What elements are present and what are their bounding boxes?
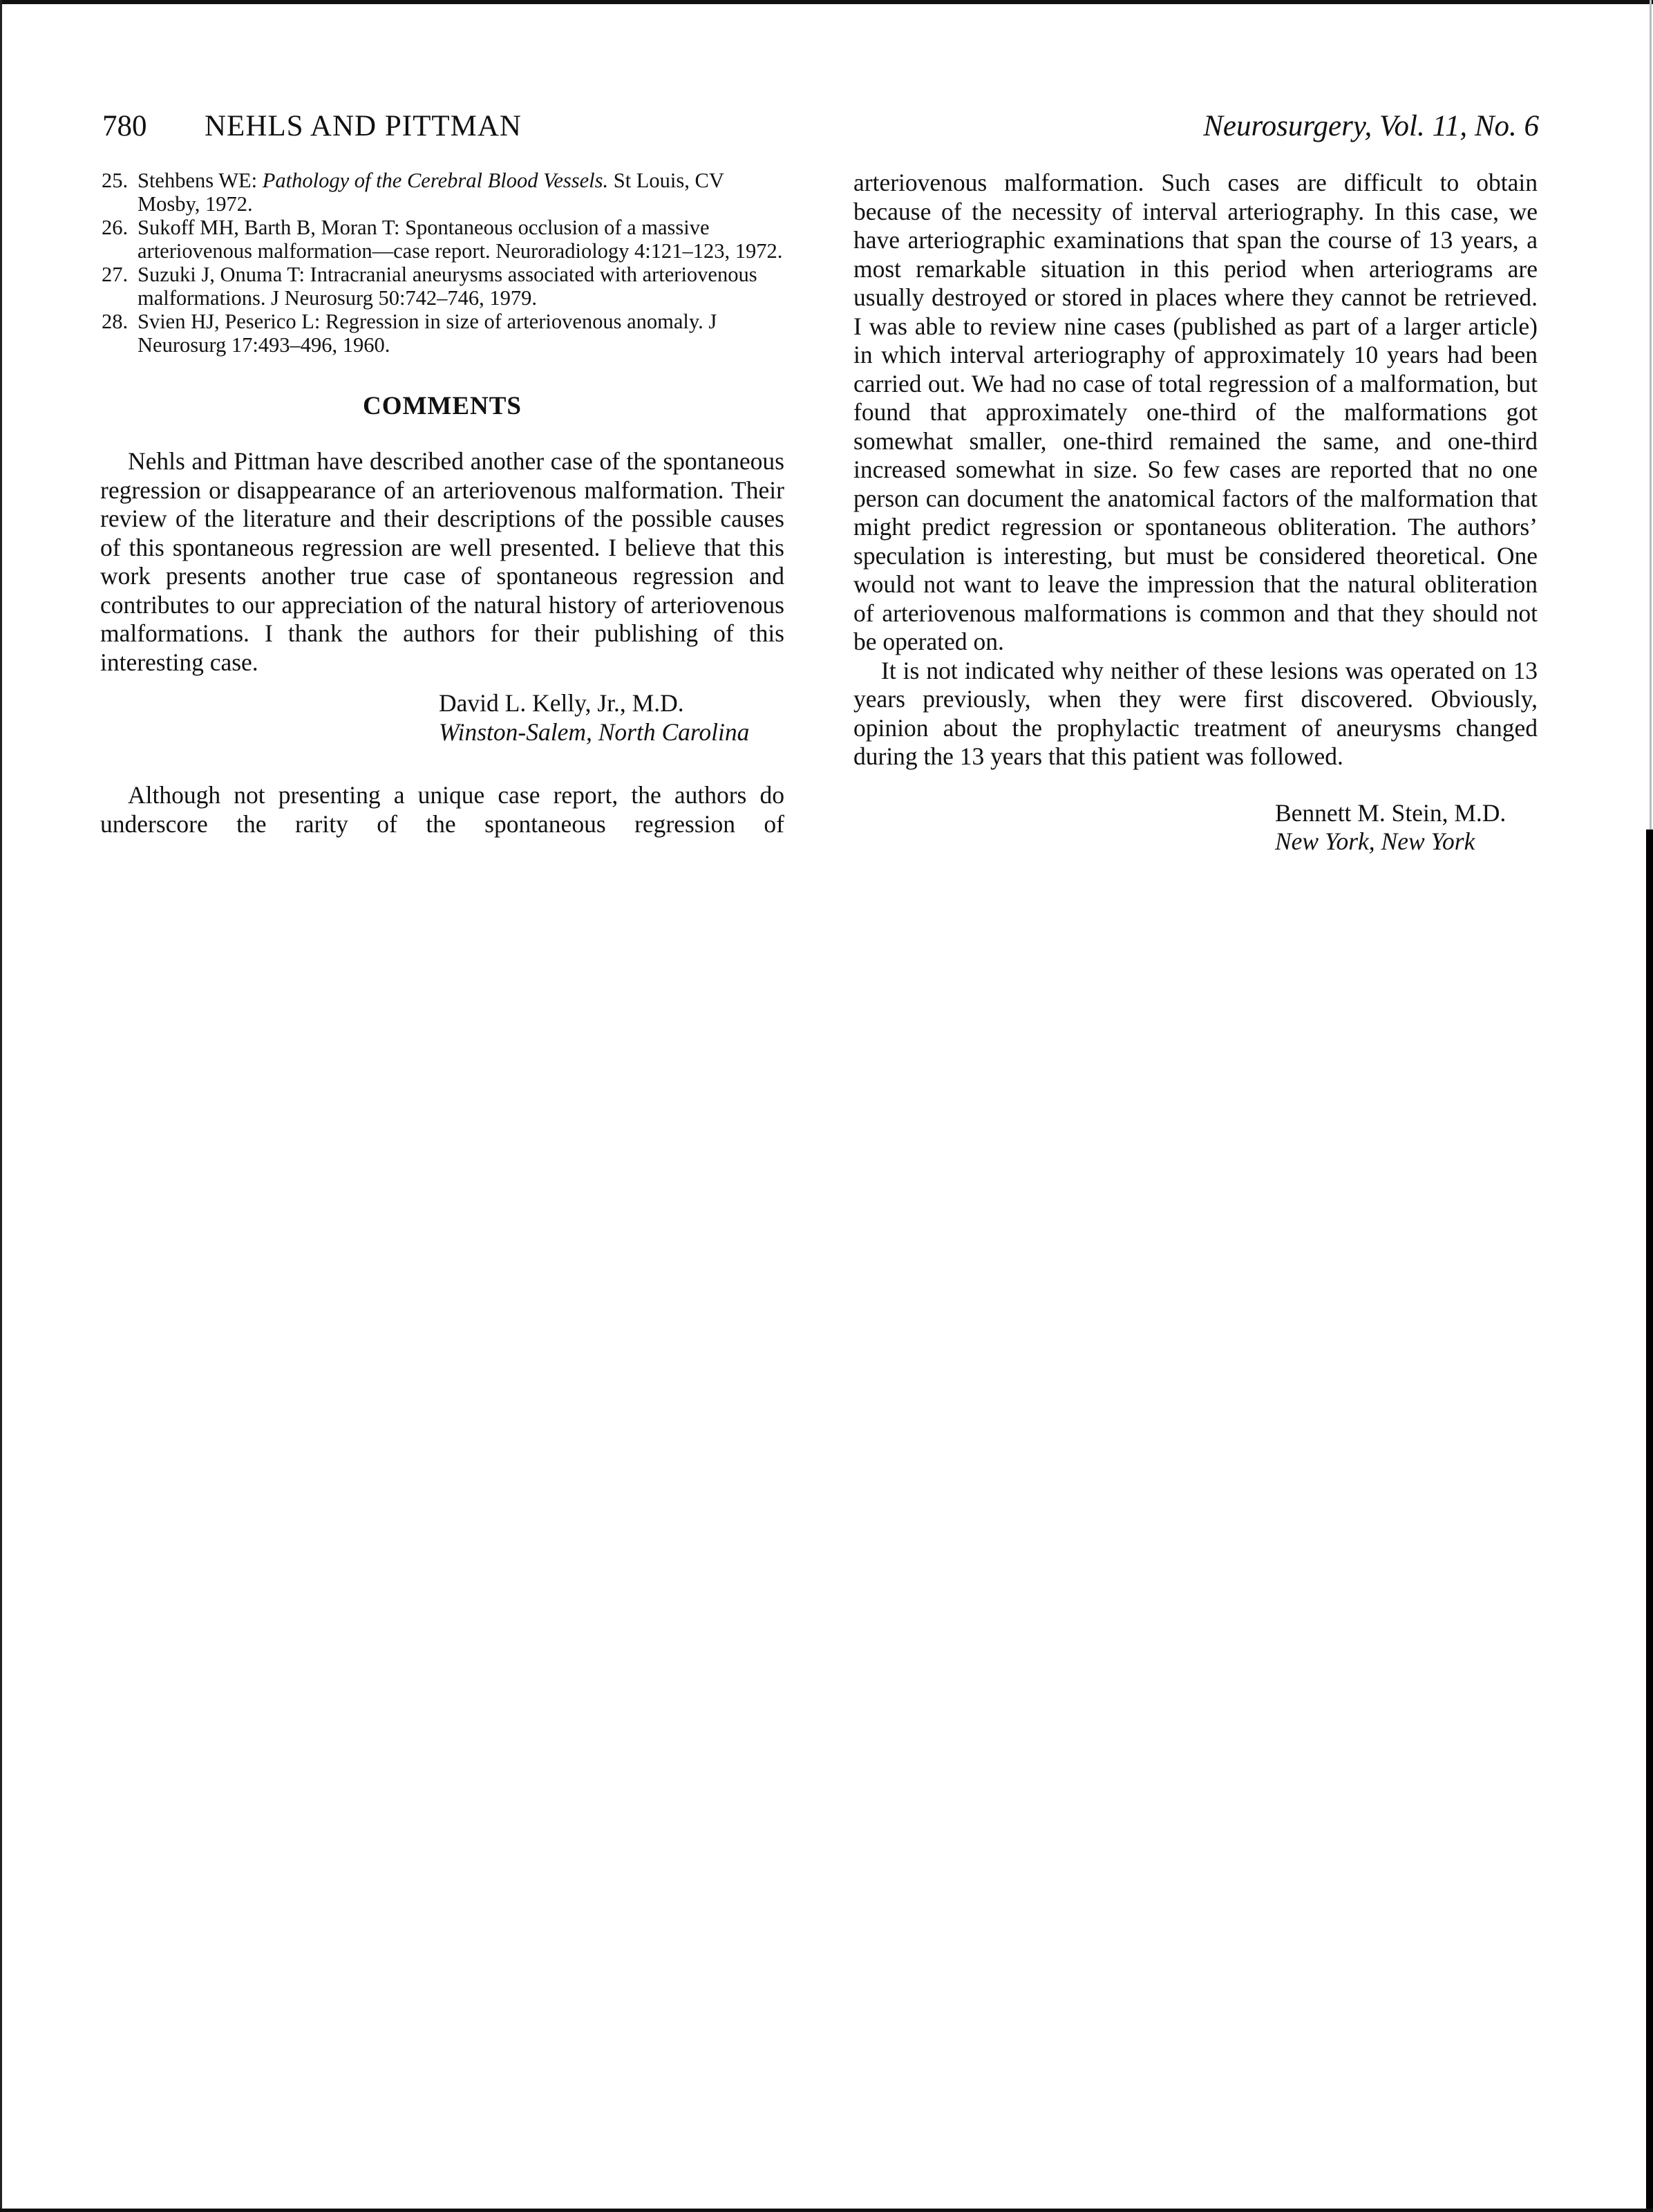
comment-stein-cont [853,169,1538,856]
scan-edge-bottom [0,2209,1653,2212]
right-column [853,169,1538,856]
scan-edge-top [0,0,1653,4]
reference-item [100,263,784,310]
reference-text [138,169,724,216]
reference-number: 26. [102,216,129,239]
reference-text: Sukoff MH, Barth B, Moran T: Spontaneous occlusion of a massive arteriovenous malformation—case report. Neuroradiology 4:121–123, 1972. [138,216,783,263]
reference-item [100,169,784,216]
comment-stein-start [100,781,784,838]
reference-number: 28. [102,310,129,333]
reference-publisher: St Louis, CV Mosby, 1972. [138,169,724,216]
comments-heading: COMMENTS [363,392,522,420]
running-head-authors: NEHLS AND PITTMAN [205,110,522,142]
running-head [102,109,1539,151]
page-number: 780 [102,110,147,142]
signature-name: David L. Kelly, Jr., M.D. [439,689,684,717]
scan-edge-right [1646,830,1653,2212]
reference-list [100,169,784,357]
comment-paragraph: Although not presenting a unique case report, the authors do underscore the rarity of the spontaneous regression of [100,781,784,838]
comment-kelly [100,447,784,747]
reference-authors: Stehbens WE: [138,169,263,192]
comment-paragraph: arteriovenous malformation. Such cases are difficult to obtain because of the necessity of interval arteriography. In this case, we have arteriographic examinations that span the course of 13 years, a most remarkable situation in this period when arteriograms are usually destroyed or stored in places where they cannot be retrieved. I was able to review nine cases (published as part of a larger article) in which interval arteriography of approximately 10 years had been carried out. We had no case of total regression of a malformation, but found that approximately one-third of the malformations got somewhat smaller, one-third remained the same, and one-third increased somewhat in size. So few cases are reported that no one person can document the anatomical factors of the malformation that might predict regression or spontaneous obliteration. The authors’ speculation is interesting, but must be considered theoretical. One would not want to leave the impression that the natural obliteration of arteriovenous malformations is common and that they should not be operated on. [853,169,1538,655]
signature-location: Winston-Salem, North Carolina [439,718,750,746]
left-column [100,169,784,838]
comment-paragraph: Nehls and Pittman have described another case of the spontaneous regression or disappearance of an arteriovenous malformation. Their review of the literature and their descriptions of the possible causes of this spontaneous regression are well presented. I believe that this work presents another true case of spontaneous regression and contributes to our appreciation of the natural history of arteriovenous malformations. I thank the authors for their publishing of this interesting case. [100,447,784,676]
comment-paragraph: It is not indicated why neither of these lesions was operated on 13 years previously, when they were first discovered. Obviously, opinion about the prophylactic treatment of aneurysms changed during the 13 years that this patient was followed. [853,656,1538,770]
signature-location: New York, New York [1275,827,1475,855]
reference-number: 27. [102,263,129,286]
scan-edge-right-thin [1650,0,1652,830]
reference-book-title: Pathology of the Cerebral Blood Vessels. [262,169,609,192]
reference-text: Svien HJ, Peserico L: Regression in size of arteriovenous anomaly. J Neurosurg 17:493–496, 1960. [138,310,717,357]
scan-edge-left [0,0,2,2212]
journal-citation: Neurosurgery, Vol. 11, No. 6 [1203,110,1539,142]
reference-number: 25. [102,169,129,192]
comment-signature [439,689,784,747]
comment-signature [1275,799,1538,856]
reference-item [100,310,784,357]
signature-name: Bennett M. Stein, M.D. [1275,798,1506,827]
spacer [100,747,784,781]
reference-text: Suzuki J, Onuma T: Intracranial aneurysms associated with arteriovenous malformations. J Neurosurg 50:742–746, 1979. [138,263,757,310]
reference-item [100,216,784,263]
